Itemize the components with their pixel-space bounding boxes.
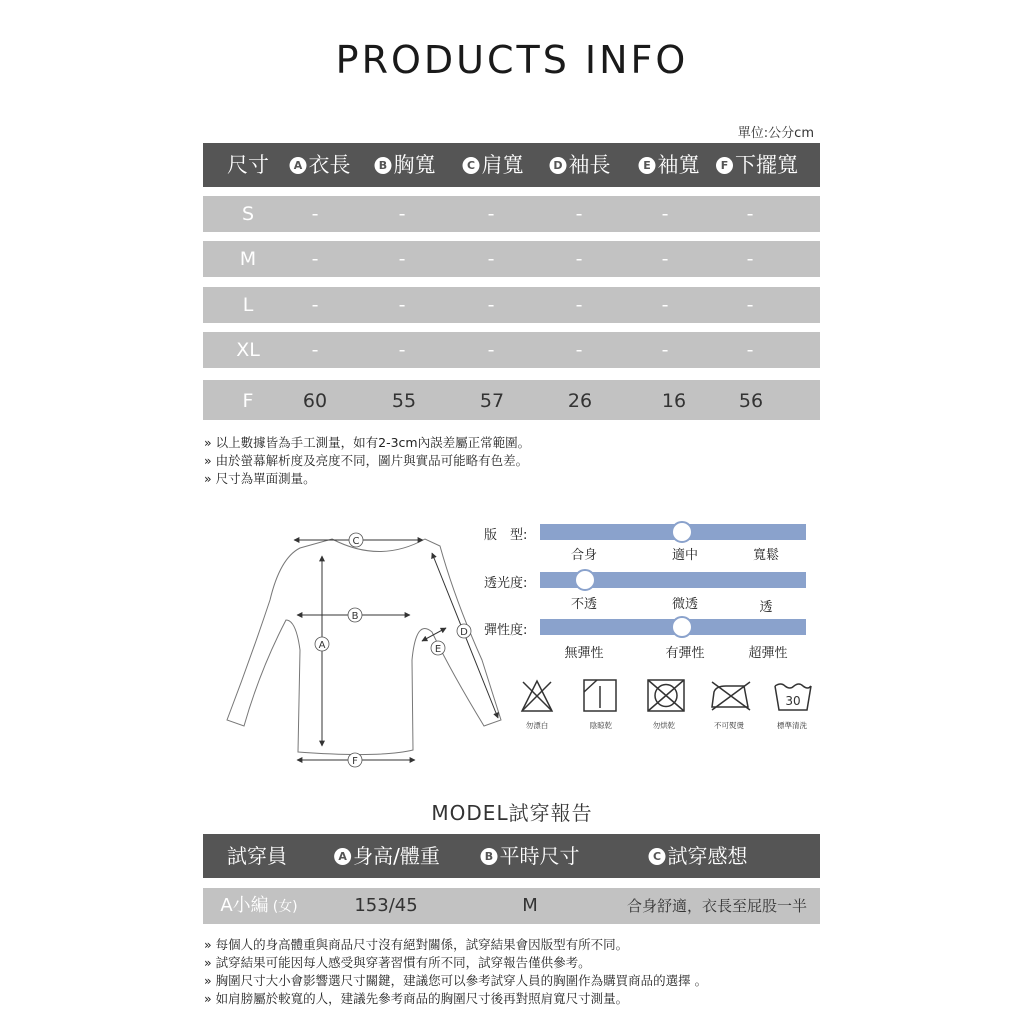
note-item: » 如肩膀屬於較寬的人，建議先參考商品的胸圍尺寸後再對照肩寬尺寸測量。 (204, 991, 629, 1006)
size-row-xl: XL - - - - - - (203, 332, 820, 368)
unit-label: 單位:公分cm (737, 126, 814, 141)
tester-name: A小編 (女) (220, 895, 298, 916)
size-table-header (203, 143, 820, 187)
note-item: » 尺寸為單面測量。 (204, 471, 316, 486)
size-row-s: S - - - - - - (203, 196, 820, 232)
badge-d: D (550, 157, 567, 174)
dim-label-e: E (434, 644, 442, 655)
shoulder-header: C 肩寬 (463, 143, 524, 187)
badge-c: C (649, 848, 666, 865)
garment-diagram (220, 520, 510, 770)
height-weight-header: A 身高/體重 (334, 834, 440, 878)
measurement-notes (204, 434, 530, 488)
no-bleach-icon (522, 681, 552, 711)
shirt-outline (227, 539, 501, 755)
model-notes (204, 936, 707, 1008)
dim-label-f: F (352, 756, 358, 767)
note-item: » 每個人的身高體重與商品尺寸沒有絕對關係，試穿結果會因版型有所不同。 (204, 937, 629, 952)
dim-label-a: A (318, 640, 326, 651)
impression-header: C 試穿感想 (649, 834, 748, 878)
length-header: A 衣長 (290, 143, 351, 187)
hem-width-header: F 下擺寬 (716, 143, 798, 187)
care-icons (518, 678, 813, 714)
care-label: 陰晾乾 (589, 721, 613, 730)
dim-label-c: C (352, 536, 360, 547)
transparency-option: 透 (759, 600, 773, 615)
fit-option: 寬鬆 (752, 548, 780, 563)
note-item: » 胸圍尺寸大小會影響選尺寸關鍵，建議您可以參考試穿人員的胸圍作為購買商品的選擇 。 (204, 973, 708, 988)
fit-option: 合身 (570, 548, 598, 563)
care-label: 勿漂白 (525, 721, 549, 730)
badge-a: A (290, 157, 307, 174)
care-label: 勿烘乾 (652, 721, 676, 730)
elasticity-option: 無彈性 (564, 646, 604, 661)
size-row-l: L - - - - - - (203, 287, 820, 323)
care-label: 不可熨燙 (714, 721, 744, 730)
elasticity-knob (671, 616, 693, 638)
transparency-knob (574, 569, 596, 591)
tester-header: 試穿員 (227, 844, 287, 868)
badge-b: B (481, 848, 498, 865)
note-item: » 以上數據皆為手工測量，如有2-3cm內誤差屬正常範圍。 (204, 435, 531, 450)
dim-label-b: B (351, 611, 359, 622)
transparency-option: 微透 (671, 597, 699, 612)
badge-a: A (334, 848, 351, 865)
elasticity-option: 超彈性 (748, 646, 788, 661)
dim-label-d: D (460, 627, 468, 638)
badge-c: C (463, 157, 480, 174)
model-report-title: MODEL試穿報告 (431, 801, 593, 825)
tester-comment: 合身舒適，衣長至屁股一半 (626, 897, 808, 915)
model-table-header (203, 834, 820, 878)
sleeve-length-header: D 袖長 (550, 143, 611, 187)
no-iron-icon (712, 682, 750, 710)
shade-dry-icon (584, 680, 616, 711)
badge-b: B (375, 157, 392, 174)
sleeve-width-header: E 袖寬 (639, 143, 700, 187)
fit-option: 適中 (671, 548, 699, 563)
usual-size-header: B 平時尺寸 (481, 834, 580, 878)
elasticity-option: 有彈性 (665, 646, 705, 661)
care-label: 標準清洗 (777, 721, 807, 730)
no-tumble-dry-icon (648, 680, 684, 711)
tester-height-weight: 153/45 (354, 895, 418, 916)
note-item: » 試穿結果可能因每人感受與穿著習慣有所不同，試穿報告僅供參考。 (204, 955, 591, 970)
wash-30-icon (775, 684, 811, 710)
badge-f: F (716, 157, 733, 174)
svg-text:30: 30 (785, 694, 801, 708)
size-header: 尺寸 (227, 153, 269, 177)
dim-line-e (422, 628, 446, 641)
fit-label: 版 型: (484, 528, 528, 543)
page-title: PRODUCTS INFO (335, 38, 689, 82)
model-row (203, 888, 820, 924)
tester-usual-size: M (522, 895, 538, 916)
chest-header: B 胸寬 (375, 143, 436, 187)
fit-knob (671, 521, 693, 543)
size-row-m: M - - - - - - (203, 241, 820, 277)
elasticity-label: 彈性度: (484, 623, 528, 638)
note-item: » 由於螢幕解析度及亮度不同，圖片與實品可能略有色差。 (204, 453, 529, 468)
size-row-f: F 60 55 57 26 16 56 (203, 380, 820, 420)
transparency-option: 不透 (570, 597, 598, 612)
badge-e: E (639, 157, 656, 174)
transparency-label: 透光度: (484, 576, 528, 591)
